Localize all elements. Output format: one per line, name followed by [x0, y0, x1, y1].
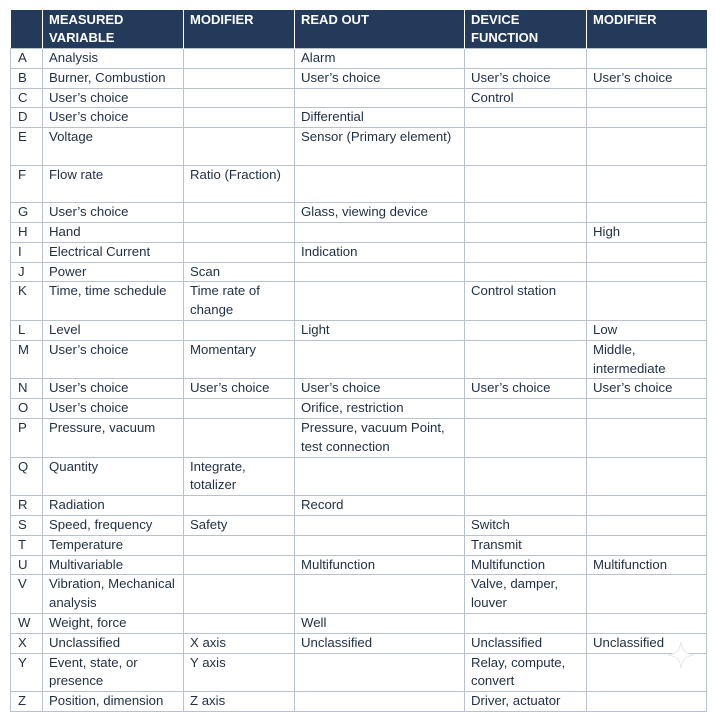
table-row	[11, 692, 707, 712]
cell-read-out	[295, 457, 465, 496]
cell-measured-variable: User’s choice	[43, 203, 184, 223]
cell-letter: Q	[11, 457, 43, 496]
cell-read-out	[295, 575, 465, 614]
cell-modifier-2	[587, 282, 707, 321]
table-row	[11, 242, 707, 262]
cell-modifier-2	[587, 535, 707, 555]
cell-device-function: Control station	[465, 282, 587, 321]
table-row	[11, 203, 707, 223]
cell-modifier-1: X axis	[184, 633, 295, 653]
cell-read-out	[295, 282, 465, 321]
cell-modifier-2: High	[587, 222, 707, 242]
cell-measured-variable: Power	[43, 262, 184, 282]
cell-measured-variable: Burner, Combustion	[43, 68, 184, 88]
cell-device-function: Valve, damper, louver	[465, 575, 587, 614]
header-measured-variable: MEASURED VARIABLE	[43, 10, 184, 49]
cell-modifier-2: Multifunction	[587, 555, 707, 575]
cell-letter: T	[11, 535, 43, 555]
cell-letter: V	[11, 575, 43, 614]
cell-measured-variable: User’s choice	[43, 108, 184, 128]
cell-modifier-1: Time rate of change	[184, 282, 295, 321]
table-row	[11, 340, 707, 379]
table-body	[11, 49, 707, 712]
cell-read-out: Glass, viewing device	[295, 203, 465, 223]
cell-measured-variable: User’s choice	[43, 340, 184, 379]
cell-device-function	[465, 128, 587, 166]
cell-modifier-2	[587, 262, 707, 282]
table-row	[11, 496, 707, 516]
header-letter	[11, 10, 43, 49]
cell-modifier-2	[587, 515, 707, 535]
table-row	[11, 379, 707, 399]
cell-modifier-1	[184, 242, 295, 262]
cell-measured-variable: Electrical Current	[43, 242, 184, 262]
cell-letter: B	[11, 68, 43, 88]
cell-modifier-1: Integrate, totalizer	[184, 457, 295, 496]
table-row	[11, 128, 707, 166]
cell-read-out: Pressure, vacuum Point, test connection	[295, 418, 465, 457]
table-row	[11, 399, 707, 419]
cell-modifier-1	[184, 399, 295, 419]
cell-modifier-2	[587, 108, 707, 128]
table-row	[11, 320, 707, 340]
cell-modifier-2	[587, 49, 707, 69]
cell-read-out	[295, 222, 465, 242]
cell-measured-variable: Flow rate	[43, 165, 184, 203]
cell-device-function: Relay, compute, convert	[465, 653, 587, 692]
cell-letter: J	[11, 262, 43, 282]
cell-modifier-1	[184, 555, 295, 575]
cell-measured-variable: Event, state, or presence	[43, 653, 184, 692]
cell-read-out: Alarm	[295, 49, 465, 69]
cell-read-out: Light	[295, 320, 465, 340]
cell-read-out	[295, 692, 465, 712]
cell-read-out	[295, 340, 465, 379]
cell-read-out: Well	[295, 613, 465, 633]
cell-measured-variable: Unclassified	[43, 633, 184, 653]
cell-device-function	[465, 108, 587, 128]
cell-letter: Z	[11, 692, 43, 712]
cell-letter: G	[11, 203, 43, 223]
cell-modifier-2	[587, 203, 707, 223]
table-row	[11, 653, 707, 692]
cell-device-function	[465, 242, 587, 262]
cell-read-out: User’s choice	[295, 379, 465, 399]
cell-letter: S	[11, 515, 43, 535]
instrument-letter-table	[10, 10, 707, 712]
cell-modifier-1	[184, 128, 295, 166]
cell-device-function	[465, 320, 587, 340]
cell-modifier-1	[184, 49, 295, 69]
cell-device-function: Driver, actuator	[465, 692, 587, 712]
cell-device-function	[465, 165, 587, 203]
cell-letter: D	[11, 108, 43, 128]
cell-letter: I	[11, 242, 43, 262]
cell-modifier-2	[587, 692, 707, 712]
cell-letter: U	[11, 555, 43, 575]
cell-read-out	[295, 262, 465, 282]
cell-measured-variable: Analysis	[43, 49, 184, 69]
cell-measured-variable: Radiation	[43, 496, 184, 516]
cell-modifier-1: Safety	[184, 515, 295, 535]
cell-read-out	[295, 535, 465, 555]
cell-modifier-1: Ratio (Fraction)	[184, 165, 295, 203]
cell-letter: F	[11, 165, 43, 203]
cell-modifier-2: Low	[587, 320, 707, 340]
cell-measured-variable: Speed, frequency	[43, 515, 184, 535]
cell-measured-variable: Time, time schedule	[43, 282, 184, 321]
cell-read-out: Orifice, restriction	[295, 399, 465, 419]
cell-device-function	[465, 399, 587, 419]
cell-modifier-1	[184, 613, 295, 633]
table-row	[11, 613, 707, 633]
cell-read-out: User’s choice	[295, 68, 465, 88]
cell-device-function	[465, 496, 587, 516]
cell-device-function: Switch	[465, 515, 587, 535]
cell-letter: W	[11, 613, 43, 633]
table-row	[11, 535, 707, 555]
cell-measured-variable: Level	[43, 320, 184, 340]
table-row	[11, 49, 707, 69]
cell-device-function	[465, 203, 587, 223]
cell-measured-variable: Pressure, vacuum	[43, 418, 184, 457]
cell-letter: N	[11, 379, 43, 399]
cell-modifier-2	[587, 457, 707, 496]
cell-measured-variable: Quantity	[43, 457, 184, 496]
cell-read-out	[295, 88, 465, 108]
table-row	[11, 633, 707, 653]
table-row	[11, 262, 707, 282]
cell-measured-variable: User’s choice	[43, 88, 184, 108]
cell-modifier-1	[184, 320, 295, 340]
cell-device-function: Control	[465, 88, 587, 108]
cell-letter: X	[11, 633, 43, 653]
header-modifier-2: MODIFIER	[587, 10, 707, 49]
cell-device-function: User’s choice	[465, 379, 587, 399]
cell-letter: O	[11, 399, 43, 419]
cell-modifier-1: Y axis	[184, 653, 295, 692]
cell-read-out: Sensor (Primary element)	[295, 128, 465, 166]
cell-read-out: Unclassified	[295, 633, 465, 653]
sparkle-icon	[666, 640, 696, 670]
cell-device-function	[465, 262, 587, 282]
cell-modifier-2	[587, 399, 707, 419]
cell-letter: L	[11, 320, 43, 340]
cell-read-out: Indication	[295, 242, 465, 262]
cell-measured-variable: Position, dimension	[43, 692, 184, 712]
table-row	[11, 555, 707, 575]
table-row	[11, 68, 707, 88]
cell-device-function: User’s choice	[465, 68, 587, 88]
cell-modifier-2	[587, 613, 707, 633]
header-device-function: DEVICE FUNCTION	[465, 10, 587, 49]
table-row	[11, 515, 707, 535]
cell-modifier-2: User’s choice	[587, 379, 707, 399]
table-header	[11, 10, 707, 49]
cell-letter: H	[11, 222, 43, 242]
cell-device-function	[465, 613, 587, 633]
cell-read-out	[295, 515, 465, 535]
cell-modifier-1	[184, 108, 295, 128]
cell-device-function	[465, 340, 587, 379]
cell-device-function: Multifunction	[465, 555, 587, 575]
cell-measured-variable: User’s choice	[43, 379, 184, 399]
cell-device-function	[465, 418, 587, 457]
cell-modifier-1: User’s choice	[184, 379, 295, 399]
cell-modifier-2	[587, 242, 707, 262]
cell-modifier-2	[587, 128, 707, 166]
cell-measured-variable: Vibration, Mechanical analysis	[43, 575, 184, 614]
cell-modifier-2	[587, 418, 707, 457]
cell-modifier-1: Momentary	[184, 340, 295, 379]
cell-measured-variable: Hand	[43, 222, 184, 242]
cell-measured-variable: User’s choice	[43, 399, 184, 419]
table-row	[11, 165, 707, 203]
table-row	[11, 108, 707, 128]
cell-modifier-2: Middle, intermediate	[587, 340, 707, 379]
table-row	[11, 457, 707, 496]
table-row	[11, 418, 707, 457]
cell-device-function: Unclassified	[465, 633, 587, 653]
cell-letter: E	[11, 128, 43, 166]
table-row	[11, 282, 707, 321]
cell-modifier-1: Scan	[184, 262, 295, 282]
table-row	[11, 222, 707, 242]
cell-letter: P	[11, 418, 43, 457]
cell-modifier-2	[587, 575, 707, 614]
cell-modifier-1	[184, 222, 295, 242]
instrument-letter-table-container	[10, 10, 706, 712]
cell-device-function	[465, 222, 587, 242]
cell-modifier-1	[184, 575, 295, 614]
header-row	[11, 10, 707, 49]
table-row	[11, 575, 707, 614]
cell-device-function	[465, 49, 587, 69]
cell-read-out: Record	[295, 496, 465, 516]
cell-letter: A	[11, 49, 43, 69]
cell-modifier-1	[184, 418, 295, 457]
cell-letter: R	[11, 496, 43, 516]
cell-read-out: Differential	[295, 108, 465, 128]
header-modifier-1: MODIFIER	[184, 10, 295, 49]
cell-read-out: Multifunction	[295, 555, 465, 575]
cell-device-function	[465, 457, 587, 496]
cell-modifier-2: Unclassified	[587, 633, 707, 653]
cell-letter: M	[11, 340, 43, 379]
cell-modifier-1	[184, 535, 295, 555]
header-read-out: READ OUT	[295, 10, 465, 49]
cell-measured-variable: Multivariable	[43, 555, 184, 575]
cell-letter: K	[11, 282, 43, 321]
cell-measured-variable: Weight, force	[43, 613, 184, 633]
cell-modifier-2	[587, 88, 707, 108]
cell-modifier-2	[587, 165, 707, 203]
cell-read-out	[295, 653, 465, 692]
cell-modifier-1	[184, 496, 295, 516]
cell-modifier-1	[184, 68, 295, 88]
cell-modifier-1	[184, 88, 295, 108]
cell-measured-variable: Voltage	[43, 128, 184, 166]
cell-read-out	[295, 165, 465, 203]
cell-letter: Y	[11, 653, 43, 692]
cell-modifier-1: Z axis	[184, 692, 295, 712]
cell-modifier-1	[184, 203, 295, 223]
cell-letter: C	[11, 88, 43, 108]
cell-modifier-2	[587, 496, 707, 516]
table-row	[11, 88, 707, 108]
cell-modifier-2: User’s choice	[587, 68, 707, 88]
cell-device-function: Transmit	[465, 535, 587, 555]
cell-measured-variable: Temperature	[43, 535, 184, 555]
